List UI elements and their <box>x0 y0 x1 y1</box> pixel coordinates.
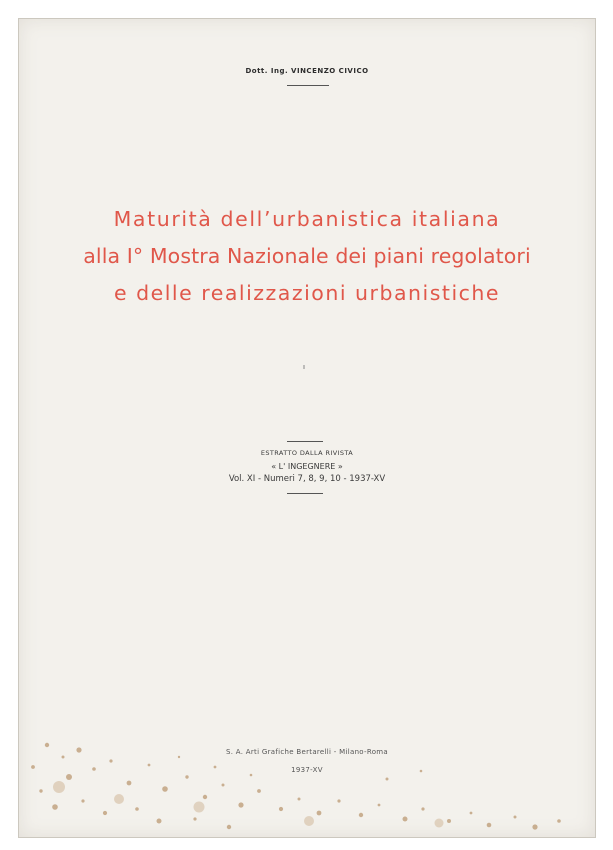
speck <box>303 365 305 369</box>
author-underline <box>287 85 329 86</box>
title-line-3: e delle realizzazioni urbanistiche <box>113 281 501 305</box>
extract-line-2: « L' INGEGNERE » <box>271 462 343 471</box>
author-line: Dott. Ing. VINCENZO CIVICO <box>245 67 369 75</box>
document-page <box>18 18 596 838</box>
extract-line-3: Vol. XI - Numeri 7, 8, 9, 10 - 1937-XV <box>228 474 386 484</box>
extract-block <box>19 447 595 486</box>
foxing-stains <box>19 717 595 837</box>
extract-line-1: ESTRATTO DALLA RIVISTA <box>260 449 354 457</box>
title-line-2: alla I° Mostra Nazionale dei piani regolatori <box>83 244 531 268</box>
extract-bottom-rule <box>287 493 323 494</box>
document-title <box>19 201 595 312</box>
printer-year: 1937-XV <box>291 766 323 774</box>
extract-top-rule <box>287 441 323 442</box>
printer-line-1: S. A. Arti Grafiche Bertarelli - Milano-Roma <box>225 748 388 756</box>
title-line-1: Maturità dell’urbanistica italiana <box>113 207 501 231</box>
